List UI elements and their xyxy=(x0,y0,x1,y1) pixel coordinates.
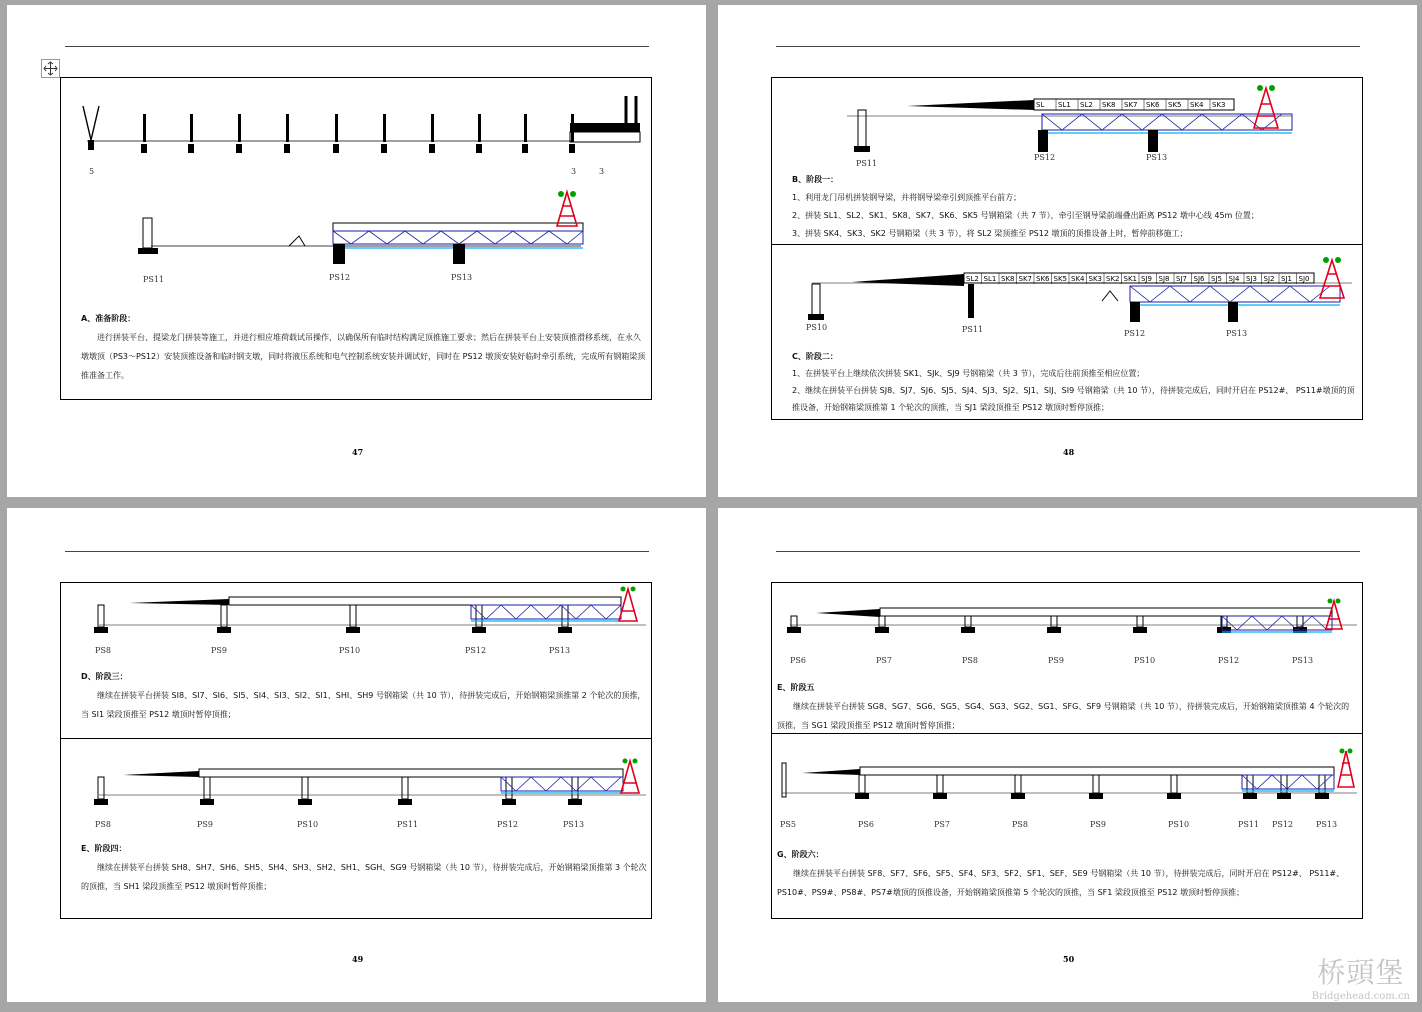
segment-label: SK5 xyxy=(1053,275,1067,283)
stage-b-line: 3、拼装 SK4、SK3、SK2 号钢箱梁（共 3 节），将 SL2 梁顶推至 PS12 墩顶的顶推设备上时，暂停前移施工； xyxy=(792,229,1188,238)
pier-label: PS13 xyxy=(549,646,571,655)
pier-label: PS7 xyxy=(934,820,950,829)
stage-g-heading: G、阶段六： xyxy=(777,850,824,859)
page-49 xyxy=(7,508,706,1002)
pier-label: PS13 xyxy=(451,273,473,282)
pier-icon xyxy=(1171,775,1177,793)
pier-footing xyxy=(1133,627,1147,633)
pier-footing xyxy=(298,799,312,805)
stage-e5-paragraph: 继续在拼装平台拼装 SG8、SG7、SG6、SG5、SG4、SG3、SG2、SG1、SFG、SF9 号钢箱梁（共 10 节），待拼装完成后，开始钢箱梁顶推第 4 个轮次的顶推，当 SG1 梁段顶推至 PS12 墩顶时暂停顶推； xyxy=(777,702,1350,730)
pier-label: PS7 xyxy=(876,656,892,665)
stage-a-heading: A、准备阶段： xyxy=(81,314,136,323)
diagram-stage1 xyxy=(772,78,1362,173)
pier-footing xyxy=(875,627,889,633)
tower-icon xyxy=(557,192,577,226)
segment-label: SK1 xyxy=(1123,275,1137,283)
stage-a-paragraph: 进行拼装平台、提梁龙门拼装等施工，并进行相应堆荷载试吊操作，以确保所有临时结构满足顶推施工要求；然后在拼装平台上安装顶推滑移系统，在永久墩墩顶（PS3～PS12）安装顶推设备和临时钢支墩，同时将液压系统和电气控制系统安装并调试好，同时在 PS12 墩顶安装好临时牵引系统，完成所有钢箱梁顶推准备工作。 xyxy=(81,333,646,380)
pier-footing xyxy=(200,799,214,805)
segment-row xyxy=(964,273,1309,284)
pier-footing xyxy=(381,144,387,153)
stage-b-line: 1、利用龙门吊机拼装钢导梁，并将钢导梁牵引到顶推平台前方； xyxy=(792,193,1022,202)
pier-label: PS9 xyxy=(211,646,227,655)
page-number: 47 xyxy=(352,447,364,457)
pier-footing xyxy=(502,799,516,805)
pier-icon xyxy=(286,114,289,142)
segment-label: SK4 xyxy=(1071,275,1085,283)
diagram-stage3 xyxy=(61,583,651,668)
move-handle-icon[interactable] xyxy=(41,59,60,78)
pier-label: PS11 xyxy=(856,159,878,168)
segment-label: SL1 xyxy=(1058,101,1071,109)
pier-icon xyxy=(98,777,104,799)
segment-label: SJ9 xyxy=(1141,275,1152,283)
stage-c-line: 1、在拼装平台上继续依次拼装 SK1、SJk、SJ9 号钢箱梁（共 3 节），完成后往前顶推至相应位置； xyxy=(792,369,1145,378)
stage-c-text xyxy=(792,348,1358,416)
pier-label: PS9 xyxy=(1090,820,1106,829)
pier-row xyxy=(141,114,575,153)
header-rule xyxy=(776,551,1360,552)
pier-footing xyxy=(1089,793,1103,799)
pier-label: PS11 xyxy=(143,275,165,284)
pier-footing xyxy=(961,627,975,633)
stage-g-paragraph: 继续在拼装平台拼装 SF8、SF7、SF6、SF5、SF4、SF3、SF2、SF1、SEF、SE9 号钢箱梁（共 10 节），待拼装完成后，同时开启在 PS12#、 PS11#、PS10#、PS9#、PS8#、PS7#墩顶的顶推设备，开始钢箱梁顶推第 5 个轮次的顶推，当 SF1 梁段顶推至 PS12 墩顶时暂停顶推； xyxy=(777,869,1345,897)
pier-label: PS12 xyxy=(1218,656,1240,665)
pier-label: 3 xyxy=(599,167,605,176)
pier-footing xyxy=(787,627,801,633)
stage-e5-text xyxy=(777,678,1357,735)
pier-footing xyxy=(236,144,242,153)
pier-label: PS9 xyxy=(197,820,213,829)
stage-d-heading: D、阶段三： xyxy=(81,672,128,681)
segment-label: SJ5 xyxy=(1211,275,1222,283)
segment-label: SJ4 xyxy=(1228,275,1240,283)
segment-label: SK8 xyxy=(1102,101,1116,109)
pier-icon xyxy=(431,114,434,142)
section-divider xyxy=(772,244,1362,245)
pier-icon xyxy=(937,775,943,793)
page-number: 50 xyxy=(1063,954,1075,964)
pier-label: PS12 xyxy=(465,646,487,655)
stage-e5-heading: E、阶段五 xyxy=(777,683,815,692)
pier-icon xyxy=(335,114,338,142)
stage-b-line: 2、拼装 SL1、SL2、SK1、SK8、SK7、SK6、SK5 号钢箱梁（共 7 节），牵引至钢导梁前端叠出距离 PS12 墩中心线 45m 位置； xyxy=(792,211,1259,220)
diagram-stage5 xyxy=(772,583,1362,668)
segment-label: SK3 xyxy=(1088,275,1102,283)
stage-d-text xyxy=(81,667,647,724)
pier-label: PS5 xyxy=(780,820,796,829)
pier-label: PS6 xyxy=(858,820,874,829)
segment-label: SJ2 xyxy=(1263,275,1275,283)
watermark-en: Bridgehead.com.cn xyxy=(1311,991,1410,1002)
start-pier-icon xyxy=(83,106,99,140)
tower-icon xyxy=(619,589,637,621)
pier-label: PS12 xyxy=(1034,153,1056,162)
pier-label: PS10 xyxy=(1134,656,1156,665)
pier-footing xyxy=(476,144,482,153)
pier-icon xyxy=(1093,775,1099,793)
pier-icon xyxy=(238,114,241,142)
segment-label: SK6 xyxy=(1036,275,1050,283)
pier-label: PS12 xyxy=(497,820,519,829)
diagram-prep-piers xyxy=(61,78,651,188)
pier-icon xyxy=(1137,616,1143,627)
stage-e4-text xyxy=(81,839,647,896)
pier-footing xyxy=(284,144,290,153)
pier-label: PS9 xyxy=(1048,656,1064,665)
watermark-cn: 桥頭堡 xyxy=(1317,956,1405,989)
pier-label: PS11 xyxy=(962,325,984,334)
pier-footing xyxy=(217,627,231,633)
pier-icon xyxy=(791,616,797,627)
stage-c-heading: C、阶段二： xyxy=(792,352,838,361)
pier-footing xyxy=(346,627,360,633)
pier-row xyxy=(855,775,1329,799)
section-divider xyxy=(61,738,651,739)
pier-label: PS12 xyxy=(1272,820,1294,829)
page-48 xyxy=(718,5,1417,497)
stage-b-heading: B、阶段一： xyxy=(792,175,839,184)
pier-label: PS13 xyxy=(1292,656,1314,665)
pier-label: PS13 xyxy=(1316,820,1338,829)
pier-footing xyxy=(1277,793,1291,799)
pier-footing xyxy=(94,799,108,805)
page-number: 49 xyxy=(352,954,364,964)
segment-label: SK2 xyxy=(1106,275,1120,283)
pier-footing xyxy=(141,144,147,153)
pier-label: PS8 xyxy=(95,646,111,655)
segment-label: SJ8 xyxy=(1158,275,1170,283)
pier-footing xyxy=(558,627,572,633)
pier-footing xyxy=(1315,793,1329,799)
pier-footing xyxy=(568,799,582,805)
pier-label: PS8 xyxy=(1012,820,1028,829)
pier-icon xyxy=(302,777,308,799)
section-divider xyxy=(772,733,1362,734)
pier-footing xyxy=(429,144,435,153)
diagram-stage4 xyxy=(61,743,651,833)
pier-icon xyxy=(190,114,193,142)
segment-label: SK7 xyxy=(1124,101,1138,109)
segment-label: SK8 xyxy=(1001,275,1015,283)
pier-footing xyxy=(569,144,575,153)
page-number: 48 xyxy=(1063,447,1075,457)
segment-label: SJ0 xyxy=(1298,275,1310,283)
pier-icon xyxy=(859,775,865,793)
figure-frame xyxy=(60,582,652,919)
pier-icon xyxy=(879,616,885,627)
pier-icon xyxy=(478,114,481,142)
pier-footing xyxy=(855,793,869,799)
stage-e4-heading: E、阶段四： xyxy=(81,844,127,853)
diagram-stage2 xyxy=(772,246,1362,346)
segment-row xyxy=(1034,99,1226,110)
header-rule xyxy=(65,46,649,47)
tower-icon xyxy=(1338,751,1354,787)
segment-label: SL2 xyxy=(966,275,979,283)
pier-footing xyxy=(94,627,108,633)
stage-g-text xyxy=(777,845,1357,902)
pier-icon xyxy=(98,605,104,627)
stage-b-text xyxy=(792,171,1358,243)
pier-icon xyxy=(1051,616,1057,627)
pier-footing xyxy=(1167,793,1181,799)
diagram-prep-platform xyxy=(61,186,651,301)
segment-label: SK3 xyxy=(1212,101,1226,109)
pier-icon xyxy=(204,777,210,799)
pier-icon xyxy=(350,605,356,627)
segment-label: SJ1 xyxy=(1281,275,1292,283)
header-rule xyxy=(65,551,649,552)
pier-footing xyxy=(1243,793,1257,799)
pier-icon xyxy=(383,114,386,142)
pier-label: PS8 xyxy=(962,656,978,665)
header-rule xyxy=(776,46,1360,47)
stage-d-paragraph: 继续在拼装平台拼装 SI8、SI7、SI6、SI5、SI4、SI3、SI2、SI1、SHI、SH9 号钢箱梁（共 10 节），待拼装完成后，开始钢箱梁顶推第 2 个轮次的顶推，当 SI1 梁段顶推至 PS12 墩顶时暂停顶推； xyxy=(81,691,646,719)
pier-icon xyxy=(506,777,512,799)
figure-frame xyxy=(771,77,1363,420)
pier-label: PS10 xyxy=(297,820,319,829)
pier-label: PS12 xyxy=(329,273,351,282)
segment-label: SK4 xyxy=(1190,101,1204,109)
tower-icon xyxy=(1254,88,1278,128)
pier-icon xyxy=(143,114,146,142)
pier-label: 5 xyxy=(89,167,95,176)
diagram-stage6 xyxy=(772,735,1362,830)
pier-icon xyxy=(402,777,408,799)
pier-icon xyxy=(524,114,527,142)
pier-icon xyxy=(965,616,971,627)
stage-a-text xyxy=(81,309,647,385)
pier-footing xyxy=(472,627,486,633)
segment-label: SL1 xyxy=(983,275,997,283)
page-50 xyxy=(718,508,1417,1002)
segment-label: SL xyxy=(1036,101,1045,109)
pier-footing xyxy=(333,144,339,153)
pier-icon xyxy=(1015,775,1021,793)
pier-label: PS8 xyxy=(95,820,111,829)
pier-label: PS11 xyxy=(1238,820,1260,829)
segment-label: SL2 xyxy=(1080,101,1093,109)
pier-label: 3 xyxy=(571,167,577,176)
pier-footing xyxy=(1047,627,1061,633)
pier-label: PS10 xyxy=(806,323,828,332)
pier-footing xyxy=(398,799,412,805)
segment-label: SJ6 xyxy=(1193,275,1205,283)
watermark-logo xyxy=(1312,951,1410,1002)
pier-footing xyxy=(188,144,194,153)
tower-icon xyxy=(621,761,639,793)
pier-label: PS12 xyxy=(1124,329,1146,338)
page-47 xyxy=(7,5,706,497)
pier-label: PS11 xyxy=(397,820,419,829)
pier-label: PS6 xyxy=(790,656,806,665)
pier-label: PS13 xyxy=(563,820,585,829)
figure-frame xyxy=(60,77,652,400)
stage-e4-paragraph: 继续在拼装平台拼装 SH8、SH7、SH6、SH5、SH4、SH3、SH2、SH1、SGH、SG9 号钢箱梁（共 10 节），待拼装完成后，开始钢箱梁顶推第 3 个轮次的顶推，当 SH1 梁段顶推至 PS12 墩顶时暂停顶推； xyxy=(81,863,647,891)
pier-footing xyxy=(933,793,947,799)
pier-icon xyxy=(476,605,482,627)
segment-label: SJ3 xyxy=(1246,275,1257,283)
figure-frame xyxy=(771,582,1363,919)
pier-label: PS13 xyxy=(1146,153,1168,162)
pier-label: PS13 xyxy=(1226,329,1248,338)
pier-footing xyxy=(1011,793,1025,799)
segment-label: SK7 xyxy=(1018,275,1032,283)
stage-c-line: 2、继续在拼装平台拼装 SJ8、SJ7、SJ6、SJ5、SJ4、SJ3、SJ2、SJ1、SIJ、SI9 号钢箱梁（共 10 节），待拼装完成后，同时开启在 PS12#、 PS11#墩顶的顶推设备，开始钢箱梁顶推第 1 个轮次的顶推，当 SJ1 梁段顶推至 PS12 墩顶时暂停顶推； xyxy=(792,386,1355,412)
pier-footing xyxy=(522,144,528,153)
pier-label: PS10 xyxy=(339,646,361,655)
segment-label: SK5 xyxy=(1168,101,1182,109)
pier-icon xyxy=(221,605,227,627)
pier-label: PS10 xyxy=(1168,820,1190,829)
segment-label: SK6 xyxy=(1146,101,1160,109)
segment-label: SJ7 xyxy=(1176,275,1187,283)
